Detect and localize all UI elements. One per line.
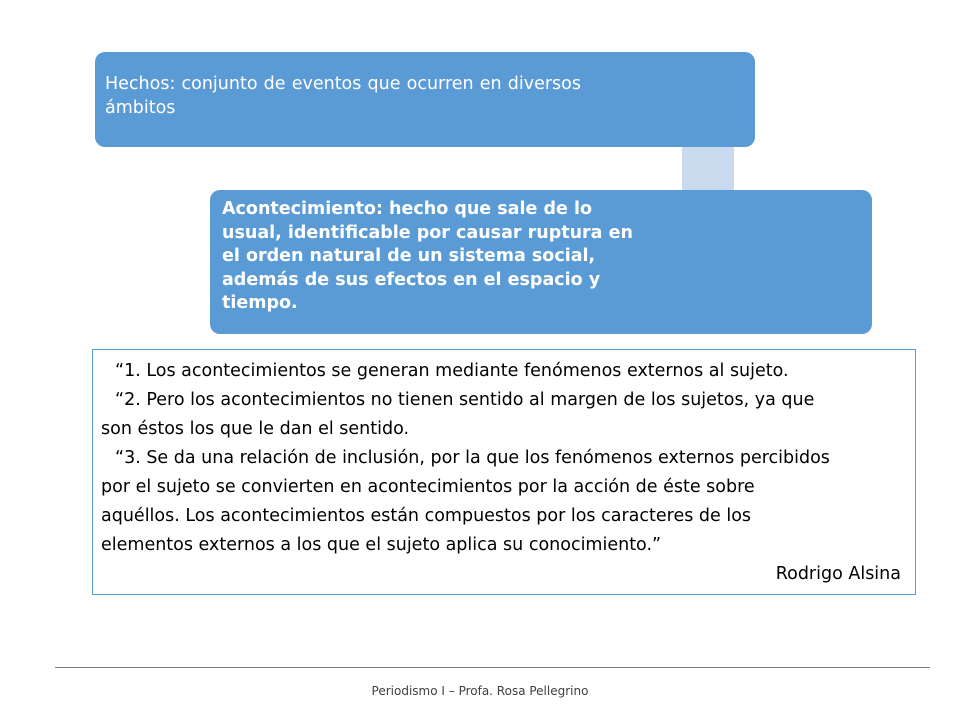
diagram-block-acontecimiento-text: Acontecimiento: hecho que sale de lo usual, identificable por causar ruptura en el orden natural de un sistema social, además de sus efectos en el espacio y tiempo. [222, 199, 633, 313]
quote-line-2: “2. Pero los acontecimientos no tienen sentido al margen de los sujetos, ya que [115, 390, 815, 410]
quote-line-7: elementos externos a los que el sujeto aplica su conocimiento.” [101, 535, 662, 555]
diagram-block-hechos-text: Hechos: conjunto de eventos que ocurren en diversos ámbitos [105, 74, 581, 118]
quote-line-1: “1. Los acontecimientos se generan mediante fenómenos externos al sujeto. [115, 361, 789, 381]
quote-line-4: “3. Se da una relación de inclusión, por la que los fenómenos externos percibidos [115, 448, 830, 468]
quote-box [92, 349, 916, 595]
diagram-block-acontecimiento [210, 190, 872, 334]
quote-line-5: por el sujeto se convierten en acontecimientos por la acción de éste sobre [101, 477, 755, 497]
quote-line-6: aquéllos. Los acontecimientos están compuestos por los caracteres de los [101, 506, 752, 526]
quote-author: Rodrigo Alsina [775, 564, 901, 584]
diagram-block-hechos [95, 52, 755, 147]
footer-divider [55, 667, 930, 668]
footer-text: Periodismo I – Profa. Rosa Pellegrino [371, 684, 589, 698]
quote-line-3: son éstos los que le dan el sentido. [101, 419, 410, 439]
